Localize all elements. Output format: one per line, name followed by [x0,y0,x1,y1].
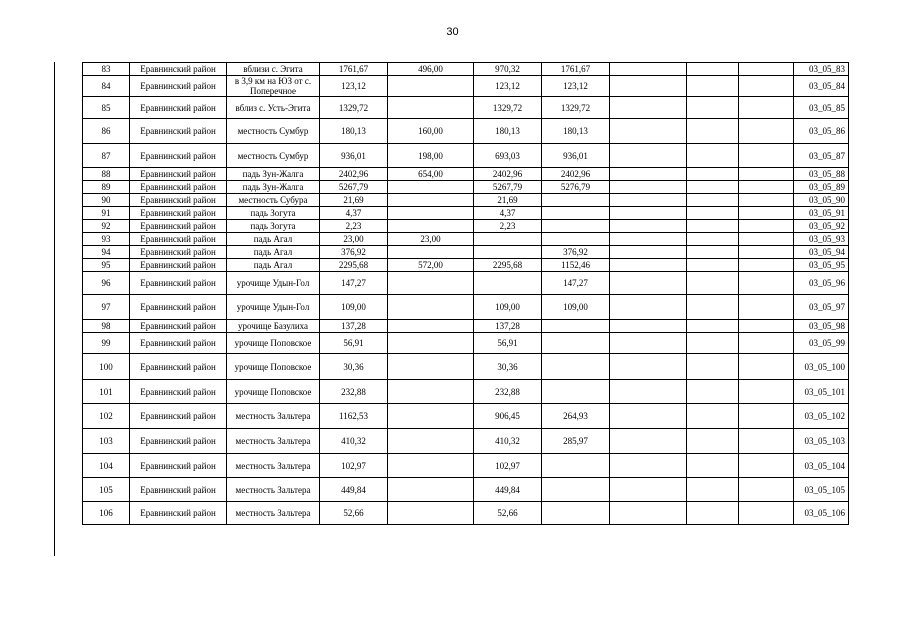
location-cell: урочище Удын-Гол [227,272,320,295]
page-number: 30 [446,26,459,38]
empty-cell-10 [739,207,794,220]
district-cell: Еравнинский район [130,320,227,333]
row-number: 89 [83,181,130,194]
district-cell: Еравнинский район [130,272,227,295]
area-total-cell: 23,00 [320,233,388,246]
area-col2-cell [388,272,474,295]
site-code-cell: 03_05_89 [794,181,849,194]
area-col3-cell: 137,28 [474,320,542,333]
empty-cell-9 [687,454,739,478]
row-number: 106 [83,502,130,525]
location-cell: падь Зун-Жалга [227,181,320,194]
location-cell: местность Зальтера [227,404,320,429]
area-col4-cell [542,380,610,404]
empty-cell-9 [687,320,739,333]
empty-cell-8 [610,272,687,295]
site-code-cell: 03_05_88 [794,168,849,181]
location-cell: местность Сумбур [227,119,320,144]
row-number: 98 [83,320,130,333]
area-col4-cell: 936,01 [542,144,610,168]
area-col3-cell: 5267,79 [474,181,542,194]
area-col4-cell: 376,92 [542,246,610,259]
area-col4-cell: 180,13 [542,119,610,144]
empty-cell-10 [739,502,794,525]
table-row [83,295,849,320]
table-row [83,220,849,233]
location-cell: местность Зальтера [227,502,320,525]
table-row [83,478,849,502]
site-code-cell: 03_05_99 [794,333,849,354]
district-cell: Еравнинский район [130,354,227,380]
table-row [83,207,849,220]
area-col2-cell [388,320,474,333]
empty-cell-9 [687,181,739,194]
empty-cell-9 [687,97,739,119]
table-row [83,380,849,404]
empty-cell-10 [739,144,794,168]
empty-cell-9 [687,404,739,429]
empty-cell-8 [610,97,687,119]
area-col4-cell [542,454,610,478]
area-col4-cell [542,320,610,333]
area-col3-cell: 906,45 [474,404,542,429]
area-total-cell: 1329,72 [320,97,388,119]
area-col4-cell: 264,93 [542,404,610,429]
area-col3-cell: 123,12 [474,76,542,97]
area-total-cell: 1162,53 [320,404,388,429]
empty-cell-10 [739,333,794,354]
empty-cell-8 [610,119,687,144]
location-cell: падь Зогута [227,220,320,233]
row-number: 105 [83,478,130,502]
row-number: 92 [83,220,130,233]
district-cell: Еравнинский район [130,380,227,404]
location-cell: вблизи с. Эгита [227,63,320,76]
site-code-cell: 03_05_100 [794,354,849,380]
site-code-cell: 03_05_102 [794,404,849,429]
table-row [83,320,849,333]
area-col3-cell: 2295,68 [474,259,542,272]
area-col3-cell: 2402,96 [474,168,542,181]
table-body [83,63,849,525]
area-total-cell: 936,01 [320,144,388,168]
table-row [83,454,849,478]
site-code-cell: 03_05_84 [794,76,849,97]
location-cell: в 3,9 км на ЮЗ от с. Поперечное [227,76,320,97]
area-col4-cell [542,478,610,502]
area-col2-cell: 198,00 [388,144,474,168]
table-row [83,97,849,119]
area-col4-cell [542,207,610,220]
site-code-cell: 03_05_86 [794,119,849,144]
area-col3-cell: 4,37 [474,207,542,220]
district-cell: Еравнинский район [130,76,227,97]
area-total-cell: 21,69 [320,194,388,207]
district-cell: Еравнинский район [130,194,227,207]
area-col2-cell [388,181,474,194]
location-cell: урочище Базулиха [227,320,320,333]
empty-cell-8 [610,259,687,272]
location-cell: падь Агал [227,246,320,259]
empty-cell-10 [739,168,794,181]
empty-cell-8 [610,168,687,181]
table-row [83,76,849,97]
area-col4-cell: 1329,72 [542,97,610,119]
table-row [83,333,849,354]
area-col4-cell: 285,97 [542,429,610,454]
area-col4-cell: 1152,46 [542,259,610,272]
empty-cell-10 [739,194,794,207]
site-code-cell: 03_05_91 [794,207,849,220]
area-col3-cell: 30,36 [474,354,542,380]
table-row [83,119,849,144]
site-code-cell: 03_05_106 [794,502,849,525]
empty-cell-8 [610,429,687,454]
site-code-cell: 03_05_83 [794,63,849,76]
row-number: 102 [83,404,130,429]
site-code-cell: 03_05_87 [794,144,849,168]
district-cell: Еравнинский район [130,233,227,246]
empty-cell-10 [739,295,794,320]
area-total-cell: 56,91 [320,333,388,354]
empty-cell-9 [687,295,739,320]
district-cell: Еравнинский район [130,144,227,168]
area-col2-cell: 23,00 [388,233,474,246]
district-cell: Еравнинский район [130,97,227,119]
area-col2-cell [388,207,474,220]
area-col2-cell: 654,00 [388,168,474,181]
empty-cell-8 [610,220,687,233]
table-row [83,168,849,181]
row-number: 100 [83,354,130,380]
area-col4-cell: 5276,79 [542,181,610,194]
empty-cell-8 [610,181,687,194]
area-total-cell: 410,32 [320,429,388,454]
district-cell: Еравнинский район [130,429,227,454]
district-cell: Еравнинский район [130,502,227,525]
district-cell: Еравнинский район [130,220,227,233]
area-total-cell: 449,84 [320,478,388,502]
site-code-cell: 03_05_85 [794,97,849,119]
area-col2-cell: 160,00 [388,119,474,144]
location-cell: падь Агал [227,233,320,246]
table-row [83,194,849,207]
empty-cell-10 [739,272,794,295]
row-number: 90 [83,194,130,207]
table-row [83,404,849,429]
empty-cell-8 [610,380,687,404]
site-code-cell: 03_05_105 [794,478,849,502]
area-col3-cell: 1329,72 [474,97,542,119]
area-total-cell: 2295,68 [320,259,388,272]
area-col3-cell: 2,23 [474,220,542,233]
area-col2-cell [388,380,474,404]
left-margin-line [54,62,55,556]
district-cell: Еравнинский район [130,207,227,220]
area-total-cell: 147,27 [320,272,388,295]
area-col2-cell [388,333,474,354]
site-code-cell: 03_05_96 [794,272,849,295]
area-col4-cell: 147,27 [542,272,610,295]
empty-cell-8 [610,333,687,354]
site-code-cell: 03_05_94 [794,246,849,259]
empty-cell-10 [739,220,794,233]
empty-cell-9 [687,233,739,246]
area-col2-cell [388,246,474,259]
district-cell: Еравнинский район [130,119,227,144]
row-number: 86 [83,119,130,144]
area-col3-cell: 109,00 [474,295,542,320]
empty-cell-9 [687,478,739,502]
location-cell: урочище Поповское [227,380,320,404]
row-number: 85 [83,97,130,119]
empty-cell-8 [610,478,687,502]
empty-cell-10 [739,119,794,144]
area-col2-cell: 572,00 [388,259,474,272]
row-number: 95 [83,259,130,272]
area-total-cell: 2,23 [320,220,388,233]
district-cell: Еравнинский район [130,168,227,181]
empty-cell-9 [687,259,739,272]
table-row [83,246,849,259]
area-col4-cell: 2402,96 [542,168,610,181]
area-col3-cell: 52,66 [474,502,542,525]
area-col4-cell [542,502,610,525]
location-cell: местность Сумбур [227,144,320,168]
area-col3-cell [474,233,542,246]
row-number: 103 [83,429,130,454]
area-total-cell: 376,92 [320,246,388,259]
area-col4-cell [542,333,610,354]
site-code-cell: 03_05_95 [794,259,849,272]
empty-cell-9 [687,144,739,168]
row-number: 94 [83,246,130,259]
empty-cell-9 [687,194,739,207]
empty-cell-8 [610,76,687,97]
table-row [83,144,849,168]
empty-cell-10 [739,63,794,76]
location-cell: урочище Удын-Гол [227,295,320,320]
empty-cell-9 [687,119,739,144]
table-row [83,429,849,454]
site-code-cell: 03_05_104 [794,454,849,478]
location-cell: местность Субура [227,194,320,207]
empty-cell-10 [739,76,794,97]
empty-cell-8 [610,207,687,220]
district-cell: Еравнинский район [130,404,227,429]
area-total-cell: 30,36 [320,354,388,380]
site-code-cell: 03_05_93 [794,233,849,246]
area-col4-cell: 123,12 [542,76,610,97]
area-total-cell: 4,37 [320,207,388,220]
empty-cell-8 [610,63,687,76]
empty-cell-8 [610,246,687,259]
site-code-cell: 03_05_98 [794,320,849,333]
empty-cell-9 [687,272,739,295]
area-col2-cell [388,194,474,207]
site-code-cell: 03_05_101 [794,380,849,404]
district-cell: Еравнинский район [130,333,227,354]
empty-cell-10 [739,429,794,454]
empty-cell-10 [739,320,794,333]
area-col2-cell [388,478,474,502]
district-cell: Еравнинский район [130,454,227,478]
empty-cell-10 [739,246,794,259]
row-number: 87 [83,144,130,168]
row-number: 97 [83,295,130,320]
site-code-cell: 03_05_92 [794,220,849,233]
table-row [83,181,849,194]
row-number: 101 [83,380,130,404]
location-cell: падь Агал [227,259,320,272]
area-col3-cell: 232,88 [474,380,542,404]
table-row [83,502,849,525]
area-total-cell: 109,00 [320,295,388,320]
empty-cell-8 [610,233,687,246]
table-row [83,259,849,272]
area-col2-cell [388,97,474,119]
area-col3-cell [474,272,542,295]
empty-cell-9 [687,246,739,259]
district-cell: Еравнинский район [130,181,227,194]
row-number: 84 [83,76,130,97]
row-number: 91 [83,207,130,220]
district-cell: Еравнинский район [130,246,227,259]
district-cell: Еравнинский район [130,295,227,320]
area-col2-cell [388,295,474,320]
empty-cell-9 [687,207,739,220]
empty-cell-9 [687,502,739,525]
area-col2-cell [388,76,474,97]
empty-cell-8 [610,454,687,478]
area-total-cell: 52,66 [320,502,388,525]
empty-cell-9 [687,429,739,454]
location-cell: местность Зальтера [227,454,320,478]
area-total-cell: 1761,67 [320,63,388,76]
empty-cell-9 [687,220,739,233]
area-col3-cell: 410,32 [474,429,542,454]
site-code-cell: 03_05_90 [794,194,849,207]
empty-cell-8 [610,194,687,207]
empty-cell-10 [739,354,794,380]
district-cell: Еравнинский район [130,478,227,502]
area-total-cell: 2402,96 [320,168,388,181]
empty-cell-10 [739,233,794,246]
row-number: 104 [83,454,130,478]
empty-cell-8 [610,144,687,168]
row-number: 83 [83,63,130,76]
area-col2-cell [388,220,474,233]
area-col2-cell [388,354,474,380]
area-col2-cell [388,404,474,429]
land-registry-table [82,62,849,525]
empty-cell-10 [739,404,794,429]
empty-cell-8 [610,502,687,525]
area-col3-cell: 56,91 [474,333,542,354]
row-number: 99 [83,333,130,354]
district-cell: Еравнинский район [130,63,227,76]
area-total-cell: 102,97 [320,454,388,478]
table-row [83,354,849,380]
district-cell: Еравнинский район [130,259,227,272]
empty-cell-8 [610,320,687,333]
location-cell: вблиз с. Усть-Эгита [227,97,320,119]
row-number: 88 [83,168,130,181]
empty-cell-10 [739,380,794,404]
area-col3-cell: 180,13 [474,119,542,144]
area-col3-cell: 449,84 [474,478,542,502]
area-col2-cell [388,429,474,454]
area-col2-cell [388,454,474,478]
area-col4-cell [542,220,610,233]
empty-cell-9 [687,168,739,181]
area-col4-cell: 1761,67 [542,63,610,76]
area-col3-cell: 102,97 [474,454,542,478]
empty-cell-9 [687,333,739,354]
location-cell: падь Зун-Жалга [227,168,320,181]
row-number: 96 [83,272,130,295]
area-col4-cell [542,354,610,380]
location-cell: местность Зальтера [227,429,320,454]
area-col3-cell: 693,03 [474,144,542,168]
area-col4-cell [542,194,610,207]
area-col4-cell [542,233,610,246]
location-cell: урочище Поповское [227,333,320,354]
location-cell: местность Зальтера [227,478,320,502]
area-total-cell: 5267,79 [320,181,388,194]
area-col2-cell [388,502,474,525]
empty-cell-9 [687,76,739,97]
table-row [83,272,849,295]
area-col2-cell: 496,00 [388,63,474,76]
empty-cell-10 [739,97,794,119]
empty-cell-10 [739,259,794,272]
area-total-cell: 137,28 [320,320,388,333]
area-col3-cell [474,246,542,259]
site-code-cell: 03_05_97 [794,295,849,320]
area-total-cell: 180,13 [320,119,388,144]
area-total-cell: 123,12 [320,76,388,97]
empty-cell-9 [687,354,739,380]
empty-cell-9 [687,63,739,76]
location-cell: падь Зогута [227,207,320,220]
area-col3-cell: 970,32 [474,63,542,76]
row-number: 93 [83,233,130,246]
location-cell: урочище Поповское [227,354,320,380]
empty-cell-10 [739,478,794,502]
empty-cell-8 [610,404,687,429]
table-row [83,233,849,246]
empty-cell-9 [687,380,739,404]
empty-cell-10 [739,454,794,478]
area-col3-cell: 21,69 [474,194,542,207]
table-row [83,63,849,76]
empty-cell-8 [610,354,687,380]
area-col4-cell: 109,00 [542,295,610,320]
empty-cell-10 [739,181,794,194]
site-code-cell: 03_05_103 [794,429,849,454]
area-total-cell: 232,88 [320,380,388,404]
empty-cell-8 [610,295,687,320]
